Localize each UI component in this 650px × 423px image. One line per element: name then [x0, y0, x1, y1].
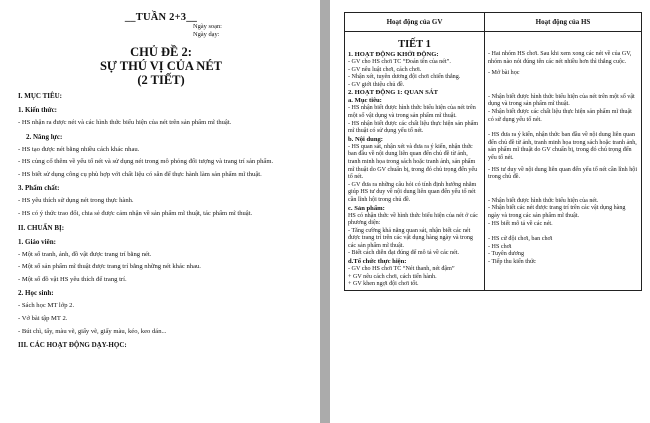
teacher-line: - GV đưa ra những câu hỏi có tính định hướng nhằm giúp HS tư duy về nội dung liên quan đến yếu tố nét cần lĩnh hội trong chủ đề. [348, 181, 477, 203]
teacher-line: - GV cho HS chơi TC “Nét thanh, nét đậm” [348, 266, 455, 273]
paragraph: - HS củng cố thêm về yếu tố nét và sử dụng nét trong mô phỏng đối tượng và trang trí sản phẩm. [18, 158, 274, 166]
student-line: - Hai nhóm HS chơi. Sau khi xem xong các nét về của GV, nhóm nào nói đúng tên các nét nhiều hơn thì thắng cuộc. [488, 51, 632, 65]
paragraph: - Một số đồ vật HS yêu thích để trang trí. [18, 275, 127, 283]
teacher-line: - HS quan sát, nhận xét và đưa ra ý kiến, nhận thức ban đầu về nội dung liên quan đến chủ đề từ ảnh, tranh minh họa trong sách hoặc tranh ảnh, sản phẩm mĩ thuật do GV chuẩn bị, trong đó chủ trọng đến yếu tố nét. [348, 143, 478, 181]
activity-subheading: d.Tổ chức thực hiện: [348, 258, 407, 266]
student-line: - Nhận biết được hình thức biểu hiện của nét trên một số vật dụng và trong sản phẩm mĩ thuật. [488, 93, 635, 108]
document-page-right [330, 0, 650, 423]
section-activities: III. CÁC HOẠT ĐỘNG DẠY-HỌC: [18, 341, 127, 350]
paragraph: - Sách học MT lớp 2. [18, 302, 75, 310]
teacher-line: - GV cho HS chơi TC “Đoán tên của nét”. [348, 59, 451, 65]
paragraph: - Một số sản phẩm mĩ thuật được trang trí bằng những nét khác nhau. [18, 263, 201, 271]
header-student-activity: Hoạt động của HS [485, 13, 642, 32]
subsection-student: 2. Học sinh: [18, 289, 54, 298]
document-page-left [0, 0, 320, 423]
teacher-line: + GV nêu cách chơi, cách tiến hành. [348, 273, 437, 280]
paragraph: - HS có ý thức trao đổi, chia sẻ được cảm nhận về sản phẩm mĩ thuật, tác phẩm mĩ thuật. [18, 209, 253, 217]
teacher-line: - GV giới thiệu chủ đề. [348, 81, 405, 88]
paragraph: - Bút chì, tẩy, màu vẽ, giấy vẽ, giấy màu, kéo, keo dán... [18, 327, 167, 335]
teacher-line: - Biết cách diễn đạt đúng để mô tả về các nét. [348, 250, 459, 257]
section-preparation: II. CHUẨN BỊ: [18, 223, 65, 232]
header-teacher-activity: Hoạt động của GV [345, 13, 485, 32]
student-line: - Nhận biết các nét được trang trí trên các vật dụng hàng ngày và trong các sản phẩm mĩ thuật. [488, 205, 626, 219]
topic-title: SỰ THÚ VỊ CỦA NÉT [99, 59, 223, 73]
subsection-teacher: 1. Giáo viên: [18, 237, 56, 246]
student-line: - HS chơi [488, 243, 512, 250]
student-activity-cell [485, 32, 642, 291]
student-line: - Tiếp thu kiến thức [488, 258, 536, 265]
topic-number: CHỦ ĐỀ 2: [130, 45, 192, 59]
student-line: - Tuyên dương [488, 251, 524, 258]
section-objectives: I. MỤC TIÊU: [18, 92, 63, 100]
student-line: - HS biết mô tả về các nét. [488, 220, 553, 227]
subsection-qualities: 3. Phẩm chất: [18, 184, 60, 193]
week-heading: __TUẦN 2+3__ [124, 12, 198, 23]
lesson-activity-table [344, 12, 642, 291]
paragraph: - Một số tranh, ảnh, đồ vật được trang trí bằng nét. [18, 250, 152, 258]
teacher-line: - HS nhận biết được hình thức biểu hiện của nét trên một số vật dụng và trong sản phẩm mĩ thuật. [348, 105, 476, 119]
teacher-line: - Nhận xét, tuyên dương đội chơi chiến thắng. [348, 74, 461, 81]
student-line: - HS cử đội chơi, ban chơi [488, 236, 553, 243]
activity-subheading: a. Mục tiêu: [348, 97, 382, 105]
paragraph: - HS tạo được nét bằng nhiều cách khác nhau. [18, 145, 140, 153]
student-line: - Mở bài học [488, 70, 520, 77]
paragraph: - Vở bài tập MT 2. [18, 314, 68, 322]
activity-heading: 2. HOẠT ĐỘNG 1: QUAN SÁT [348, 89, 439, 97]
student-line: - Nhận biết được các chất liệu thực hiện sản phẩm mĩ thuật có sử dụng yếu tố nét. [488, 108, 632, 123]
student-line: - Nhận biết được hình thức biểu hiện của nét. [488, 197, 599, 204]
teacher-line: - Tăng cường khả năng quan sát, nhận biết các nét được trang trí trên các vật dụng hàng ngày và trong các sản phẩm mĩ thuật. [348, 227, 473, 249]
prepared-date-label: Ngày soạn: [193, 23, 222, 30]
teacher-line: HS có nhận thức về hình thức biểu hiện của nét ở các phương diện: [348, 212, 478, 227]
teacher-line: - HS nhận biết được các chất liệu thực hiện sản phẩm mĩ thuật có sử dụng yếu tố nét. [348, 120, 479, 135]
activity-subheading: b. Nội dung: [348, 135, 383, 143]
activity-subheading: c. Sản phẩm: [348, 204, 385, 212]
teacher-line: - GV nêu luật chơi, cách chơi. [348, 66, 422, 73]
student-line: - HS tư duy về nội dung liên quan đến yếu tố nét cần lĩnh hội trong chủ đề. [488, 166, 638, 181]
teacher-line: + GV khen ngợi đội chơi tốt. [348, 281, 419, 288]
subsection-competence: 2. Năng lực: [26, 132, 63, 141]
paragraph: - HS yêu thích sử dụng nét trong thực hành. [18, 197, 134, 205]
teaching-date-label: Ngày dạy: [193, 31, 220, 38]
period-title: TIẾT 1 [398, 39, 431, 50]
activity-heading: 1. HOẠT ĐỘNG KHỞI ĐỘNG: [348, 51, 439, 58]
period-count: (2 TIẾT) [137, 73, 185, 87]
paragraph: - HS nhận ra được nét và các hình thức biểu hiện của nét trên sản phẩm mĩ thuật. [18, 119, 232, 126]
teacher-activity-cell [345, 32, 485, 291]
subsection-knowledge: 1. Kiến thức: [18, 106, 58, 114]
paragraph: - HS biết sử dụng công cụ phù hợp với chất liệu có sẵn để thực hành làm sản phẩm mĩ thuật. [18, 170, 262, 178]
student-line: - HS đưa ra ý kiến, nhận thức ban đầu về nội dung liên quan đến chủ đề từ ảnh, tranh minh họa trong sách hoặc tranh ảnh, sản phẩm mĩ thuật do GV chuẩn bị, trong đó chú trọng đến yếu tố nét. [488, 132, 637, 161]
